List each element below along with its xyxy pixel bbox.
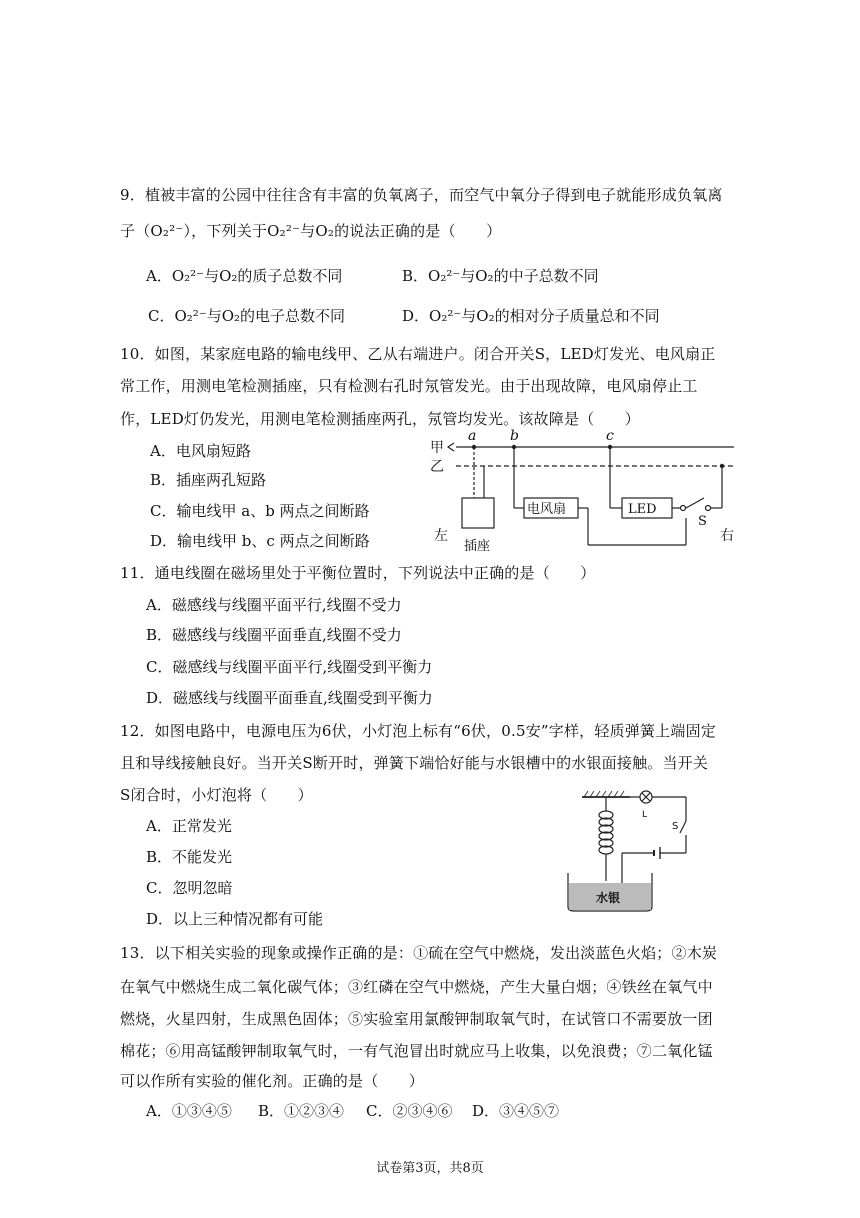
- q13-option-a: A．①③④⑤: [146, 1102, 232, 1120]
- q10-line2: 常工作，用测电笔检测插座，只有检测右孔时氖管发光。由于出现故障，电风扇停止工: [120, 377, 698, 395]
- q11-option-a: A．磁感线与线圈平面平行,线圈不受力: [146, 596, 402, 614]
- q10-option-c: C．输电线甲 a、b 两点之间断路: [150, 502, 370, 520]
- q13-line3: 燃烧，火星四射，生成黑色固体；⑤实验室用氯酸钾制取氧气时，在试管口不需要放一团: [120, 1010, 713, 1028]
- q9-option-d: D．O₂²⁻与O₂的相对分子质量总和不同: [402, 307, 660, 325]
- q12-line3: S闭合时，小灯泡将（ ）: [120, 786, 313, 804]
- q12-circuit-diagram: [560, 785, 700, 915]
- q10-circuit-diagram: [428, 428, 748, 553]
- q13-option-c: C．②③④⑥: [366, 1102, 453, 1120]
- q11-option-c: C．磁感线与线圈平面平行,线圈受到平衡力: [146, 658, 433, 676]
- label-jia: 甲: [430, 440, 444, 456]
- label-yi: 乙: [430, 459, 444, 475]
- page-footer: 试卷第3页，共8页: [376, 1161, 484, 1176]
- label-right: 右: [720, 528, 734, 544]
- q10-line3: 作，LED灯仍发光，用测电笔检测插座两孔，氖管均发光。该故障是（ ）: [120, 410, 640, 428]
- q13-line1: 13．以下相关实验的现象或操作正确的是：①硫在空气中燃烧，发出淡蓝色火焰；②木炭: [120, 944, 718, 962]
- label-c: c: [606, 428, 614, 444]
- label-fan: 电风扇: [527, 502, 567, 517]
- q11-option-b: B．磁感线与线圈平面垂直,线圈不受力: [146, 626, 402, 644]
- label-a: a: [468, 428, 477, 444]
- q9-option-a: A．O₂²⁻与O₂的质子总数不同: [146, 267, 343, 285]
- q9-option-b: B．O₂²⁻与O₂的中子总数不同: [402, 267, 599, 285]
- label-socket: 插座: [464, 539, 491, 553]
- label-mercury: 水银: [596, 891, 621, 905]
- switch: [680, 821, 686, 833]
- label-switch: S: [698, 514, 707, 529]
- q11-option-d: D．磁感线与线圈平面垂直,线圈受到平衡力: [146, 689, 433, 707]
- q10-line1: 10．如图，某家庭电路的输电线甲、乙从右端进户。闭合开关S，LED灯发光、电风扇正: [120, 345, 716, 363]
- label-left: 左: [434, 528, 448, 544]
- socket-box: [462, 498, 494, 528]
- q13-line5: 可以作所有实验的催化剂。正确的是（ ）: [120, 1072, 425, 1090]
- q11-line1: 11．通电线圈在磁场里处于平衡位置时，下列说法中正确的是（ ）: [120, 564, 596, 582]
- label-led: LED: [628, 502, 657, 517]
- q10-option-b: B．插座两孔短路: [150, 471, 267, 489]
- q9-line2: 子（O₂²⁻），下列关于O₂²⁻与O₂的说法正确的是（ ）: [120, 222, 502, 240]
- q13-option-d: D．③④⑤⑦: [472, 1102, 560, 1120]
- q10-option-a: A．电风扇短路: [150, 442, 251, 460]
- q13-line2: 在氧气中燃烧生成二氧化碳气体；③红磷在空气中燃烧，产生大量白烟；④铁丝在氧气中: [120, 978, 713, 996]
- q12-option-b: B．不能发光: [146, 848, 233, 866]
- q13-option-b: B．①②③④: [258, 1102, 345, 1120]
- q9-line1: 9．植被丰富的公园中往往含有丰富的负氧离子，而空气中氧分子得到电子就能形成负氧离: [120, 186, 723, 204]
- q12-line2: 且和导线接触良好。当开关S断开时，弹簧下端恰好能与水银槽中的水银面接触。当开关: [120, 754, 709, 772]
- switch-s: [686, 498, 704, 508]
- label-switch-s: S: [672, 821, 679, 832]
- q12-option-c: C．忽明忽暗: [146, 879, 233, 897]
- q9-option-c: C．O₂²⁻与O₂的电子总数不同: [148, 307, 346, 325]
- q10-option-d: D．输电线甲 b、c 两点之间断路: [150, 532, 370, 550]
- label-b: b: [510, 428, 519, 444]
- q12-line1: 12．如图电路中，电源电压为6伏，小灯泡上标有“6伏，0.5安”字样，轻质弹簧上端固定: [120, 722, 716, 740]
- q13-line4: 棉花；⑥用高锰酸钾制取氧气时，一有气泡冒出时就应马上收集，以免浪费；⑦二氧化锰: [120, 1042, 713, 1060]
- spring: [599, 811, 613, 854]
- q12-option-d: D．以上三种情况都有可能: [146, 910, 324, 928]
- q12-option-a: A．正常发光: [146, 817, 232, 835]
- label-lamp: L: [642, 810, 648, 820]
